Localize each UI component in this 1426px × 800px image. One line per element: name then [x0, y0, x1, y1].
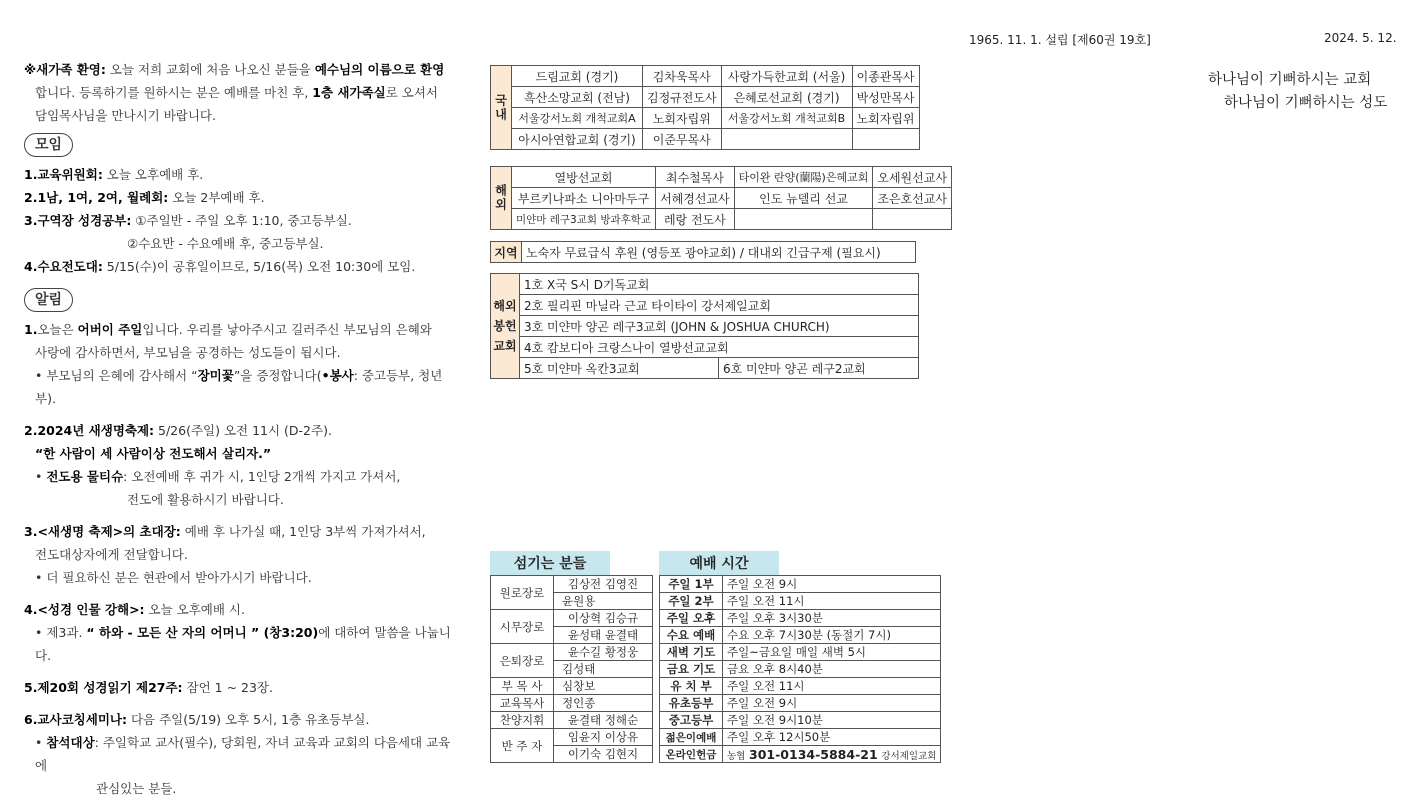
notices-title: 알림: [24, 288, 73, 312]
table-cell: 주일 오전 9시: [723, 576, 941, 593]
table-cell: 오세원선교사: [873, 167, 952, 188]
text-segment: 4.수요전도대:: [24, 259, 103, 274]
table-cell: 레랑 전도사: [656, 209, 735, 230]
text-segment: 담임목사님을 만나시기 바랍니다.: [35, 108, 216, 123]
text-segment: • 더 필요하신 분은 현관에서 받아가시기 바랍니다.: [24, 566, 454, 589]
text-segment: 6.교사코칭세미나:: [24, 712, 127, 727]
table-cell: 시무장로: [491, 610, 554, 644]
table-cell: 은혜로선교회 (경기): [721, 87, 852, 108]
online-offering-label: 온라인헌금: [660, 746, 723, 763]
text-segment: ①주일반 - 주일 오후 1:10, 중고등부실.: [131, 213, 352, 228]
overseas-header: 해외: [491, 167, 512, 230]
text-segment: 참석대상: [46, 735, 95, 750]
text-segment: 부모님의 은혜에 감사해서 “: [46, 368, 198, 383]
table-cell: 금요 기도: [660, 661, 723, 678]
table-cell: 중고등부: [660, 712, 723, 729]
overseas-churches-table: [490, 273, 919, 379]
text-segment: 전도용 물티슈: [46, 469, 124, 484]
text-segment: 1.교육위원회:: [24, 167, 103, 182]
meetings-title: 모임: [24, 133, 73, 157]
text-segment: “ 하와 - 모든 산 자의 어머니 ” (창3:20): [86, 625, 319, 640]
text-segment: [24, 442, 454, 465]
text-segment: 오늘 오후예배 시.: [144, 602, 245, 617]
table-cell: 은퇴장로: [491, 644, 554, 678]
text-segment: 강서제일교회: [881, 750, 937, 762]
table-cell: 정인종: [554, 695, 653, 712]
text-segment: 사랑에 감사하면서, 부모님을 공경하는 성도들이 됩시다.: [35, 345, 341, 360]
text-segment: 관심있는 분들.: [96, 781, 177, 796]
table-cell: [734, 209, 873, 230]
table-cell: 노회자립위: [852, 108, 919, 129]
text-segment: •봉사: [321, 368, 354, 383]
text-segment: 예배 후 나가실 때, 1인당 3부씩 가져가셔서,: [180, 524, 426, 539]
text-segment: 입니다. 우리를 낳아주시고 길러주신 부모님의 은혜와: [142, 322, 432, 337]
meetings-list: [24, 163, 454, 278]
motto-line-1: 하나님이 기뻐하시는 교회: [1208, 72, 1372, 88]
table-cell: 5호 미얀마 옥칸3교회: [520, 358, 719, 379]
text-segment: 제3과.: [46, 625, 87, 640]
meeting-item: [24, 163, 454, 186]
servers-table: [490, 575, 653, 763]
text-segment: [24, 708, 454, 731]
table-cell: 젊은이예배: [660, 729, 723, 746]
text-segment: 5.제20회 성경읽기 제27주:: [24, 680, 183, 695]
table-cell: 부 목 사: [491, 678, 554, 695]
table-cell: 김성태: [554, 661, 653, 678]
text-segment: [24, 731, 454, 777]
table-cell: 윤원용: [554, 593, 653, 610]
text-segment: [24, 419, 454, 442]
table-cell: 유 치 부: [660, 678, 723, 695]
table-cell: 교육목사: [491, 695, 554, 712]
text-segment: 잠언 1 ~ 23장.: [182, 680, 273, 695]
overseas-missions-table: [490, 166, 952, 230]
text-segment: : 주일학교 교사(필수), 당회원, 자녀 교육과 교회의 다음세대 교육에: [35, 735, 451, 773]
text-segment: 5/15(수)이 공휴일이므로, 5/16(목) 오전 10:30에 모임.: [102, 259, 416, 274]
table-cell: 주일 오후 12시50분: [723, 729, 941, 746]
text-segment: [24, 676, 454, 699]
meeting-item: [24, 209, 454, 232]
table-cell: 3호 미얀마 양곤 레구3교회 (JOHN & JOSHUA CHURCH): [520, 316, 919, 337]
bulletin-date: 2024. 5. 12.: [1324, 31, 1397, 45]
table-cell: 최수철목사: [656, 167, 735, 188]
table-cell: 타이완 란양(蘭陽)은혜교회: [734, 167, 873, 188]
text-segment: [24, 520, 454, 543]
table-cell: 6호 미얀마 양곤 레구2교회: [719, 358, 919, 379]
meeting-item: [24, 186, 454, 209]
text-segment: “한 사람이 세 사람이상 전도해서 살리자.”: [35, 446, 272, 461]
table-cell: 새벽 기도: [660, 644, 723, 661]
text-segment: ”을 증정합니다(: [233, 368, 322, 383]
table-cell: 유초등부: [660, 695, 723, 712]
text-segment: : 중고등부, 청년부).: [35, 368, 443, 406]
table-cell: 임윤지 이상유: [554, 729, 653, 746]
text-segment: 4.<성경 인물 강해>:: [24, 602, 145, 617]
text-segment: 301-0134-5884-21: [749, 746, 878, 762]
established-info: 1965. 11. 1. 설립 [제60권 19호]: [969, 33, 1151, 47]
text-segment: 2.2024년 새생명축제:: [24, 423, 155, 438]
table-cell: 이종관목사: [852, 66, 919, 87]
text-segment: 합니다. 등록하기를 원하시는 분은 예배를 마친 후,: [35, 85, 313, 100]
meeting-item: [24, 255, 454, 278]
text-segment: 1.: [24, 322, 38, 337]
table-cell: 박성만목사: [852, 87, 919, 108]
table-cell: [873, 209, 952, 230]
table-cell: 수요 예배: [660, 627, 723, 644]
text-segment: 다음 주일(5/19) 오후 5시, 1층 유초등부실.: [126, 712, 370, 727]
meeting-item: ②수요반 - 수요예배 후, 중고등부실.: [127, 236, 324, 251]
text-segment: 어버이 주일: [77, 322, 143, 337]
table-cell: 흑산소망교회 (전남): [512, 87, 643, 108]
table-cell: 서혜경선교사: [656, 188, 735, 209]
text-segment: [24, 598, 454, 621]
region-text: 노숙자 무료급식 후원 (영등포 광야교회) / 대내외 긴급구제 (필요시): [522, 242, 916, 263]
text-segment: : 오전예배 후 귀가 시, 1인당 2개씩 가지고 가셔서,: [123, 469, 401, 484]
text-segment: 3.<새생명 축제>의 초대장:: [24, 524, 181, 539]
table-cell: 아시아연합교회 (경기): [512, 129, 643, 150]
table-cell: 이기숙 김현지: [554, 746, 653, 763]
text-segment: [24, 621, 454, 667]
table-cell: 윤수길 황정웅: [554, 644, 653, 661]
table-cell: 이준무목사: [643, 129, 722, 150]
text-segment: 3.구역장 성경공부:: [24, 213, 132, 228]
table-cell: 주일 오전 9시10분: [723, 712, 941, 729]
table-cell: 주일 1부: [660, 576, 723, 593]
table-cell: 원로장로: [491, 576, 554, 610]
table-cell: 이상혁 김승규: [554, 610, 653, 627]
text-segment: 1층 새가족실: [312, 85, 386, 100]
table-cell: 주일 오전 9시: [723, 695, 941, 712]
text-segment: 5/26(주일) 오전 11시 (D-2주).: [154, 423, 332, 438]
table-cell: 2호 필리핀 마닐라 근교 타이타이 강서제일교회: [520, 295, 919, 316]
table-cell: 주일 오후: [660, 610, 723, 627]
table-cell: 열방선교회: [512, 167, 656, 188]
servers-title: 섬기는 분들: [490, 551, 610, 575]
text-segment: 예수님의 이름으로 환영: [314, 62, 445, 77]
table-cell: 부르키나파소 니아마두구: [512, 188, 656, 209]
region-header: 지역: [491, 242, 522, 263]
table-cell: 조은호선교사: [873, 188, 952, 209]
table-cell: 윤결태 정해순: [554, 712, 653, 729]
table-cell: 주일~금요일 매일 새벽 5시: [723, 644, 941, 661]
table-cell: 서울강서노회 개척교회A: [512, 108, 643, 129]
table-cell: 서울강서노회 개척교회B: [721, 108, 852, 129]
table-cell: 주일 오전 11시: [723, 593, 941, 610]
table-cell: [852, 129, 919, 150]
table-cell: 드림교회 (경기): [512, 66, 643, 87]
text-segment: 오늘 2부예배 후.: [168, 190, 265, 205]
overseas-churches-header: 해외봉헌교회: [491, 274, 520, 379]
table-cell: 주일 2부: [660, 593, 723, 610]
notices-list: [24, 318, 454, 800]
table-cell: 4호 캄보디아 크랑스나이 열방선교교회: [520, 337, 919, 358]
table-cell: 심창보: [554, 678, 653, 695]
text-segment: [24, 364, 454, 410]
text-segment: ※새가족 환영:: [24, 62, 106, 77]
domestic-missions-table: [490, 65, 920, 150]
text-segment: 오늘 저희 교회에 처음 나오신 분들을: [105, 62, 315, 77]
domestic-header: 국내: [491, 66, 512, 150]
region-support-table: [490, 241, 916, 263]
table-cell: 주일 오후 3시30분: [723, 610, 941, 627]
table-cell: 미얀마 레구3교회 방과후학교: [512, 209, 656, 230]
text-segment: 오늘은: [37, 322, 78, 337]
text-segment: [24, 81, 454, 104]
table-cell: 찬양지휘: [491, 712, 554, 729]
text-segment: 농협: [727, 750, 746, 762]
motto-line-2: 하나님이 기뻐하시는 성도: [1224, 95, 1388, 111]
text-segment: 오늘 오후예배 후.: [102, 167, 204, 182]
text-segment: 2.1남, 1여, 2여, 월례회:: [24, 190, 169, 205]
text-segment: 전도대상자에게 전달합니다.: [35, 547, 188, 562]
table-cell: 금요 오후 8시40분: [723, 661, 941, 678]
announcements-column: [24, 58, 454, 800]
welcome-section: [24, 58, 454, 127]
text-segment: 전도에 활용하시기 바랍니다.: [127, 492, 284, 507]
table-cell: 수요 오후 7시30분 (동절기 7시): [723, 627, 941, 644]
table-cell: 윤성태 윤결태: [554, 627, 653, 644]
worship-title: 예배 시간: [659, 551, 779, 575]
text-segment: [24, 465, 454, 488]
text-segment: 로 오셔서: [385, 85, 438, 100]
table-cell: 노회자립위: [643, 108, 722, 129]
table-cell: 1호 X국 S시 D기독교회: [520, 274, 919, 295]
worship-times-table: [659, 575, 941, 763]
table-cell: 반 주 자: [491, 729, 554, 763]
table-cell: 김상전 김영진: [554, 576, 653, 593]
table-cell: 인도 뉴델리 선교: [734, 188, 873, 209]
table-cell: 김정규전도사: [643, 87, 722, 108]
online-offering-account: [723, 746, 941, 763]
table-cell: 김차욱목사: [643, 66, 722, 87]
text-segment: [24, 318, 454, 341]
table-cell: 사랑가득한교회 (서울): [721, 66, 852, 87]
text-segment: [24, 58, 454, 81]
table-cell: [721, 129, 852, 150]
text-segment: 에 대하여 말씀을 나눕니다.: [35, 625, 451, 663]
table-cell: 주일 오전 11시: [723, 678, 941, 695]
text-segment: 장미꽃: [197, 368, 234, 383]
